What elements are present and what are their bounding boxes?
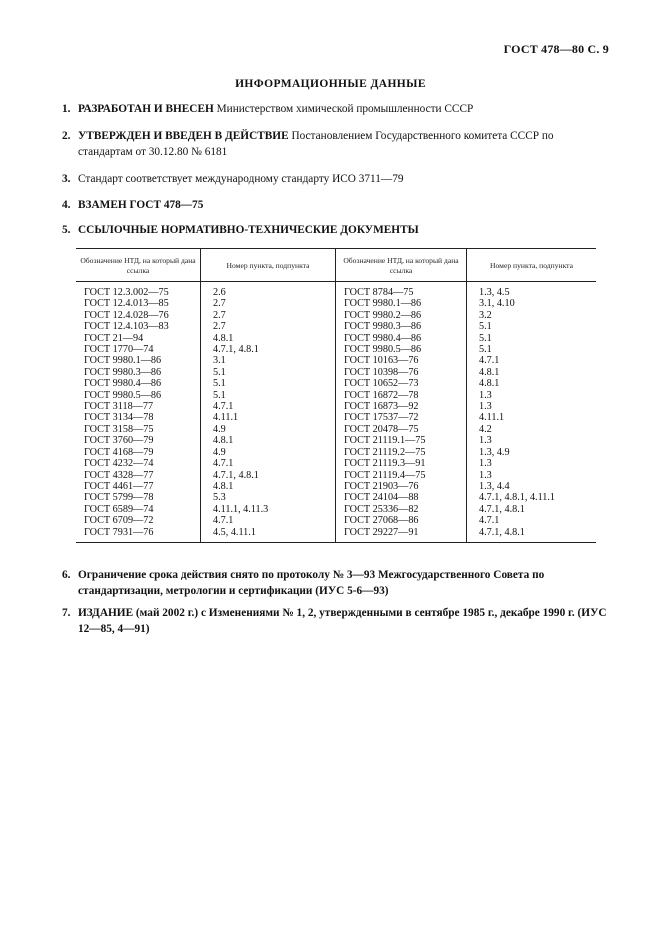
clause-number-cell: 4.8.1	[201, 333, 336, 344]
table-row	[76, 515, 596, 526]
ntd-designation-cell: ГОСТ 21119.2—75	[336, 447, 467, 458]
clause-number-cell: 5.3	[201, 492, 336, 503]
table-row	[76, 470, 596, 481]
clause-number-cell: 1.3	[479, 401, 492, 413]
ntd-designation-cell: ГОСТ 3134—78	[76, 412, 201, 423]
table-row	[76, 321, 596, 332]
ntd-designation-cell: ГОСТ 9980.5—86	[76, 390, 201, 401]
ntd-designation-cell: ГОСТ 9980.3—86	[336, 321, 467, 332]
clause-number-cell: 1.3, 4.4	[479, 480, 510, 492]
ntd-designation-cell: ГОСТ 9980.3—86	[76, 367, 201, 378]
section-title: ИНФОРМАЦИОННЫЕ ДАННЫЕ	[235, 78, 426, 90]
clause-number-cell: 4.7.1	[479, 355, 500, 367]
ntd-designation-cell: ГОСТ 10398—76	[336, 367, 467, 378]
item-number: 7.	[62, 607, 71, 619]
clause-number-cell: 4.11.1	[479, 412, 505, 424]
table-row	[76, 401, 596, 412]
info-item-5	[62, 222, 607, 238]
ntd-designation-cell: ГОСТ 1770—74	[76, 344, 201, 355]
ntd-designation-cell: ГОСТ 3158—75	[76, 424, 201, 435]
clause-number-cell: 4.7.1, 4.8.1	[479, 503, 525, 515]
column-header: Обозначение НТД, на который дана ссылка	[336, 249, 467, 282]
ntd-designation-cell: ГОСТ 21—94	[76, 333, 201, 344]
table-row	[76, 298, 596, 309]
ntd-designation-cell: ГОСТ 3118—77	[76, 401, 201, 412]
ntd-designation-cell: ГОСТ 25336—82	[336, 504, 467, 515]
ntd-designation-cell: ГОСТ 9980.2—86	[336, 310, 467, 321]
clause-number-cell: 4.11.1	[201, 412, 336, 423]
table-row	[76, 504, 596, 515]
ntd-designation-cell: ГОСТ 29227—91	[336, 527, 467, 543]
clause-number-cell: 4.7.1, 4.8.1, 4.11.1	[479, 492, 556, 504]
clause-number-cell: 2.6	[201, 282, 336, 299]
ntd-designation-cell: ГОСТ 12.4.028—76	[76, 310, 201, 321]
clause-number-cell: 4.7.1	[201, 515, 336, 526]
item-number: 5.	[62, 224, 71, 236]
clause-number-cell: 4.11.1, 4.11.3	[201, 504, 336, 515]
info-item-4	[62, 197, 607, 213]
ntd-designation-cell: ГОСТ 9980.4—86	[336, 333, 467, 344]
clause-number-cell: 4.9	[201, 424, 336, 435]
item-bold-lead: РАЗРАБОТАН И ВНЕСЕН	[78, 103, 214, 115]
item-number: 6.	[62, 569, 71, 581]
clause-number-cell: 3.1, 4.10	[479, 298, 515, 310]
column-header: Номер пункта, подпункта	[467, 249, 597, 282]
ntd-designation-cell: ГОСТ 6589—74	[76, 504, 201, 515]
table-row	[76, 492, 596, 503]
ntd-designation-cell: ГОСТ 24104—88	[336, 492, 467, 503]
item-text: Ограничение срока действия снято по протоколу № 3—93 Межгосударственного Совета по стандартизации, метрологии и сертификации (ИУС 5-6—93)	[78, 569, 545, 597]
clause-number-cell: 2.7	[201, 298, 336, 309]
item-number: 3.	[62, 173, 71, 185]
clause-number-cell: 4.8.1	[201, 481, 336, 492]
clause-number-cell: 5.1	[201, 378, 336, 389]
ntd-designation-cell: ГОСТ 21903—76	[336, 481, 467, 492]
clause-number-cell: 1.3	[479, 469, 492, 481]
clause-number-cell: 5.1	[201, 390, 336, 401]
ntd-designation-cell: ГОСТ 4168—79	[76, 447, 201, 458]
table-row	[76, 527, 596, 543]
table-row	[76, 344, 596, 355]
table-row	[76, 447, 596, 458]
table-row	[76, 412, 596, 423]
clause-number-cell: 4.8.1	[201, 435, 336, 446]
clause-number-cell: 4.5, 4.11.1	[201, 527, 336, 543]
ntd-designation-cell: ГОСТ 10652—73	[336, 378, 467, 389]
ntd-designation-cell: ГОСТ 8784—75	[336, 282, 467, 299]
table-row	[76, 282, 596, 299]
table-row	[76, 333, 596, 344]
item-text: ВЗАМЕН ГОСТ 478—75	[78, 199, 204, 211]
table-row	[76, 367, 596, 378]
reference-documents-table	[76, 248, 596, 543]
clause-number-cell: 4.8.1	[479, 366, 500, 378]
clause-number-cell: 4.9	[201, 447, 336, 458]
clause-number-cell: 5.1	[201, 367, 336, 378]
table-row	[76, 310, 596, 321]
ntd-designation-cell: ГОСТ 21119.4—75	[336, 470, 467, 481]
ntd-designation-cell: ГОСТ 17537—72	[336, 412, 467, 423]
column-header: Номер пункта, подпункта	[201, 249, 336, 282]
item-text: Стандарт соответствует международному стандарту ИСО 3711—79	[78, 173, 404, 185]
ntd-designation-cell: ГОСТ 9980.4—86	[76, 378, 201, 389]
clause-number-cell: 4.2	[479, 423, 492, 435]
ntd-designation-cell: ГОСТ 4328—77	[76, 470, 201, 481]
clause-number-cell: 4.7.1	[201, 401, 336, 412]
item-text: ССЫЛОЧНЫЕ НОРМАТИВНО-ТЕХНИЧЕСКИЕ ДОКУМЕНТЫ	[78, 224, 419, 236]
item-bold-lead: УТВЕРЖДЕН И ВВЕДЕН В ДЕЙСТВИЕ	[78, 130, 289, 142]
info-item-3	[62, 171, 607, 187]
ntd-designation-cell: ГОСТ 20478—75	[336, 424, 467, 435]
page-header: ГОСТ 478—80 С. 9	[503, 42, 609, 56]
clause-number-cell: 5.1	[479, 332, 492, 344]
clause-number-cell: 4.7.1, 4.8.1	[467, 527, 597, 543]
ntd-designation-cell: ГОСТ 3760—79	[76, 435, 201, 446]
table-row	[76, 435, 596, 446]
ntd-designation-cell: ГОСТ 5799—78	[76, 492, 201, 503]
clause-number-cell: 5.1	[479, 344, 492, 356]
ntd-designation-cell: ГОСТ 16872—78	[336, 390, 467, 401]
clause-number-cell: 4.7.1, 4.8.1	[201, 470, 336, 481]
clause-number-cell: 1.3, 4.9	[479, 446, 510, 458]
ntd-designation-cell: ГОСТ 16873—92	[336, 401, 467, 412]
clause-number-cell: 1.3	[479, 389, 492, 401]
table-row	[76, 424, 596, 435]
clause-number-cell: 2.7	[201, 321, 336, 332]
ntd-designation-cell: ГОСТ 21119.3—91	[336, 458, 467, 469]
clause-number-cell: 5.1	[479, 321, 492, 333]
table-row	[76, 390, 596, 401]
ntd-designation-cell: ГОСТ 6709—72	[76, 515, 201, 526]
ntd-designation-cell: ГОСТ 10163—76	[336, 355, 467, 366]
clause-number-cell: 1.3	[479, 435, 492, 447]
item-number: 4.	[62, 199, 71, 211]
ntd-designation-cell: ГОСТ 4461—77	[76, 481, 201, 492]
ntd-designation-cell: ГОСТ 9980.1—86	[76, 355, 201, 366]
table-row	[76, 378, 596, 389]
table-row	[76, 458, 596, 469]
ntd-designation-cell: ГОСТ 21119.1—75	[336, 435, 467, 446]
clause-number-cell: 4.7.1	[201, 458, 336, 469]
item-text: ИЗДАНИЕ (май 2002 г.) с Изменениями № 1, 2, утвержденными в сентябре 1985 г., декабре 1990 г. (ИУС 12—85, 4—91)	[78, 607, 607, 635]
table-row	[76, 355, 596, 366]
clause-number-cell: 1.3, 4.5	[479, 287, 510, 298]
info-item-1	[62, 101, 607, 117]
ntd-designation-cell: ГОСТ 12.4.103—83	[76, 321, 201, 332]
item-number: 2.	[62, 130, 71, 142]
ntd-designation-cell: ГОСТ 9980.1—86	[336, 298, 467, 309]
item-text: Постановлением Государственного комитета СССР по стандартам от 30.12.80 № 6181	[78, 130, 554, 158]
clause-number-cell: 4.7.1, 4.8.1	[201, 344, 336, 355]
ntd-designation-cell: ГОСТ 27068—86	[336, 515, 467, 526]
clause-number-cell: 4.8.1	[479, 378, 500, 390]
clause-number-cell: 4.7.1	[479, 515, 500, 527]
clause-number-cell: 1.3	[479, 458, 492, 470]
table-header-row	[76, 249, 596, 282]
info-item-6	[62, 567, 607, 599]
column-header: Обозначение НТД, на который дана ссылка	[76, 249, 201, 282]
ntd-designation-cell: ГОСТ 12.4.013—85	[76, 298, 201, 309]
ntd-designation-cell: ГОСТ 9980.5—86	[336, 344, 467, 355]
item-text: Министерством химической промышленности СССР	[216, 103, 474, 115]
clause-number-cell: 3.1	[201, 355, 336, 366]
clause-number-cell: 3.2	[479, 309, 492, 321]
table-row	[76, 481, 596, 492]
clause-number-cell: 2.7	[201, 310, 336, 321]
ntd-designation-cell: ГОСТ 12.3.002—75	[76, 282, 201, 299]
info-item-7	[62, 605, 607, 637]
info-item-2	[62, 128, 607, 160]
ntd-designation-cell: ГОСТ 4232—74	[76, 458, 201, 469]
ntd-designation-cell: ГОСТ 7931—76	[76, 527, 201, 543]
item-number: 1.	[62, 103, 71, 115]
